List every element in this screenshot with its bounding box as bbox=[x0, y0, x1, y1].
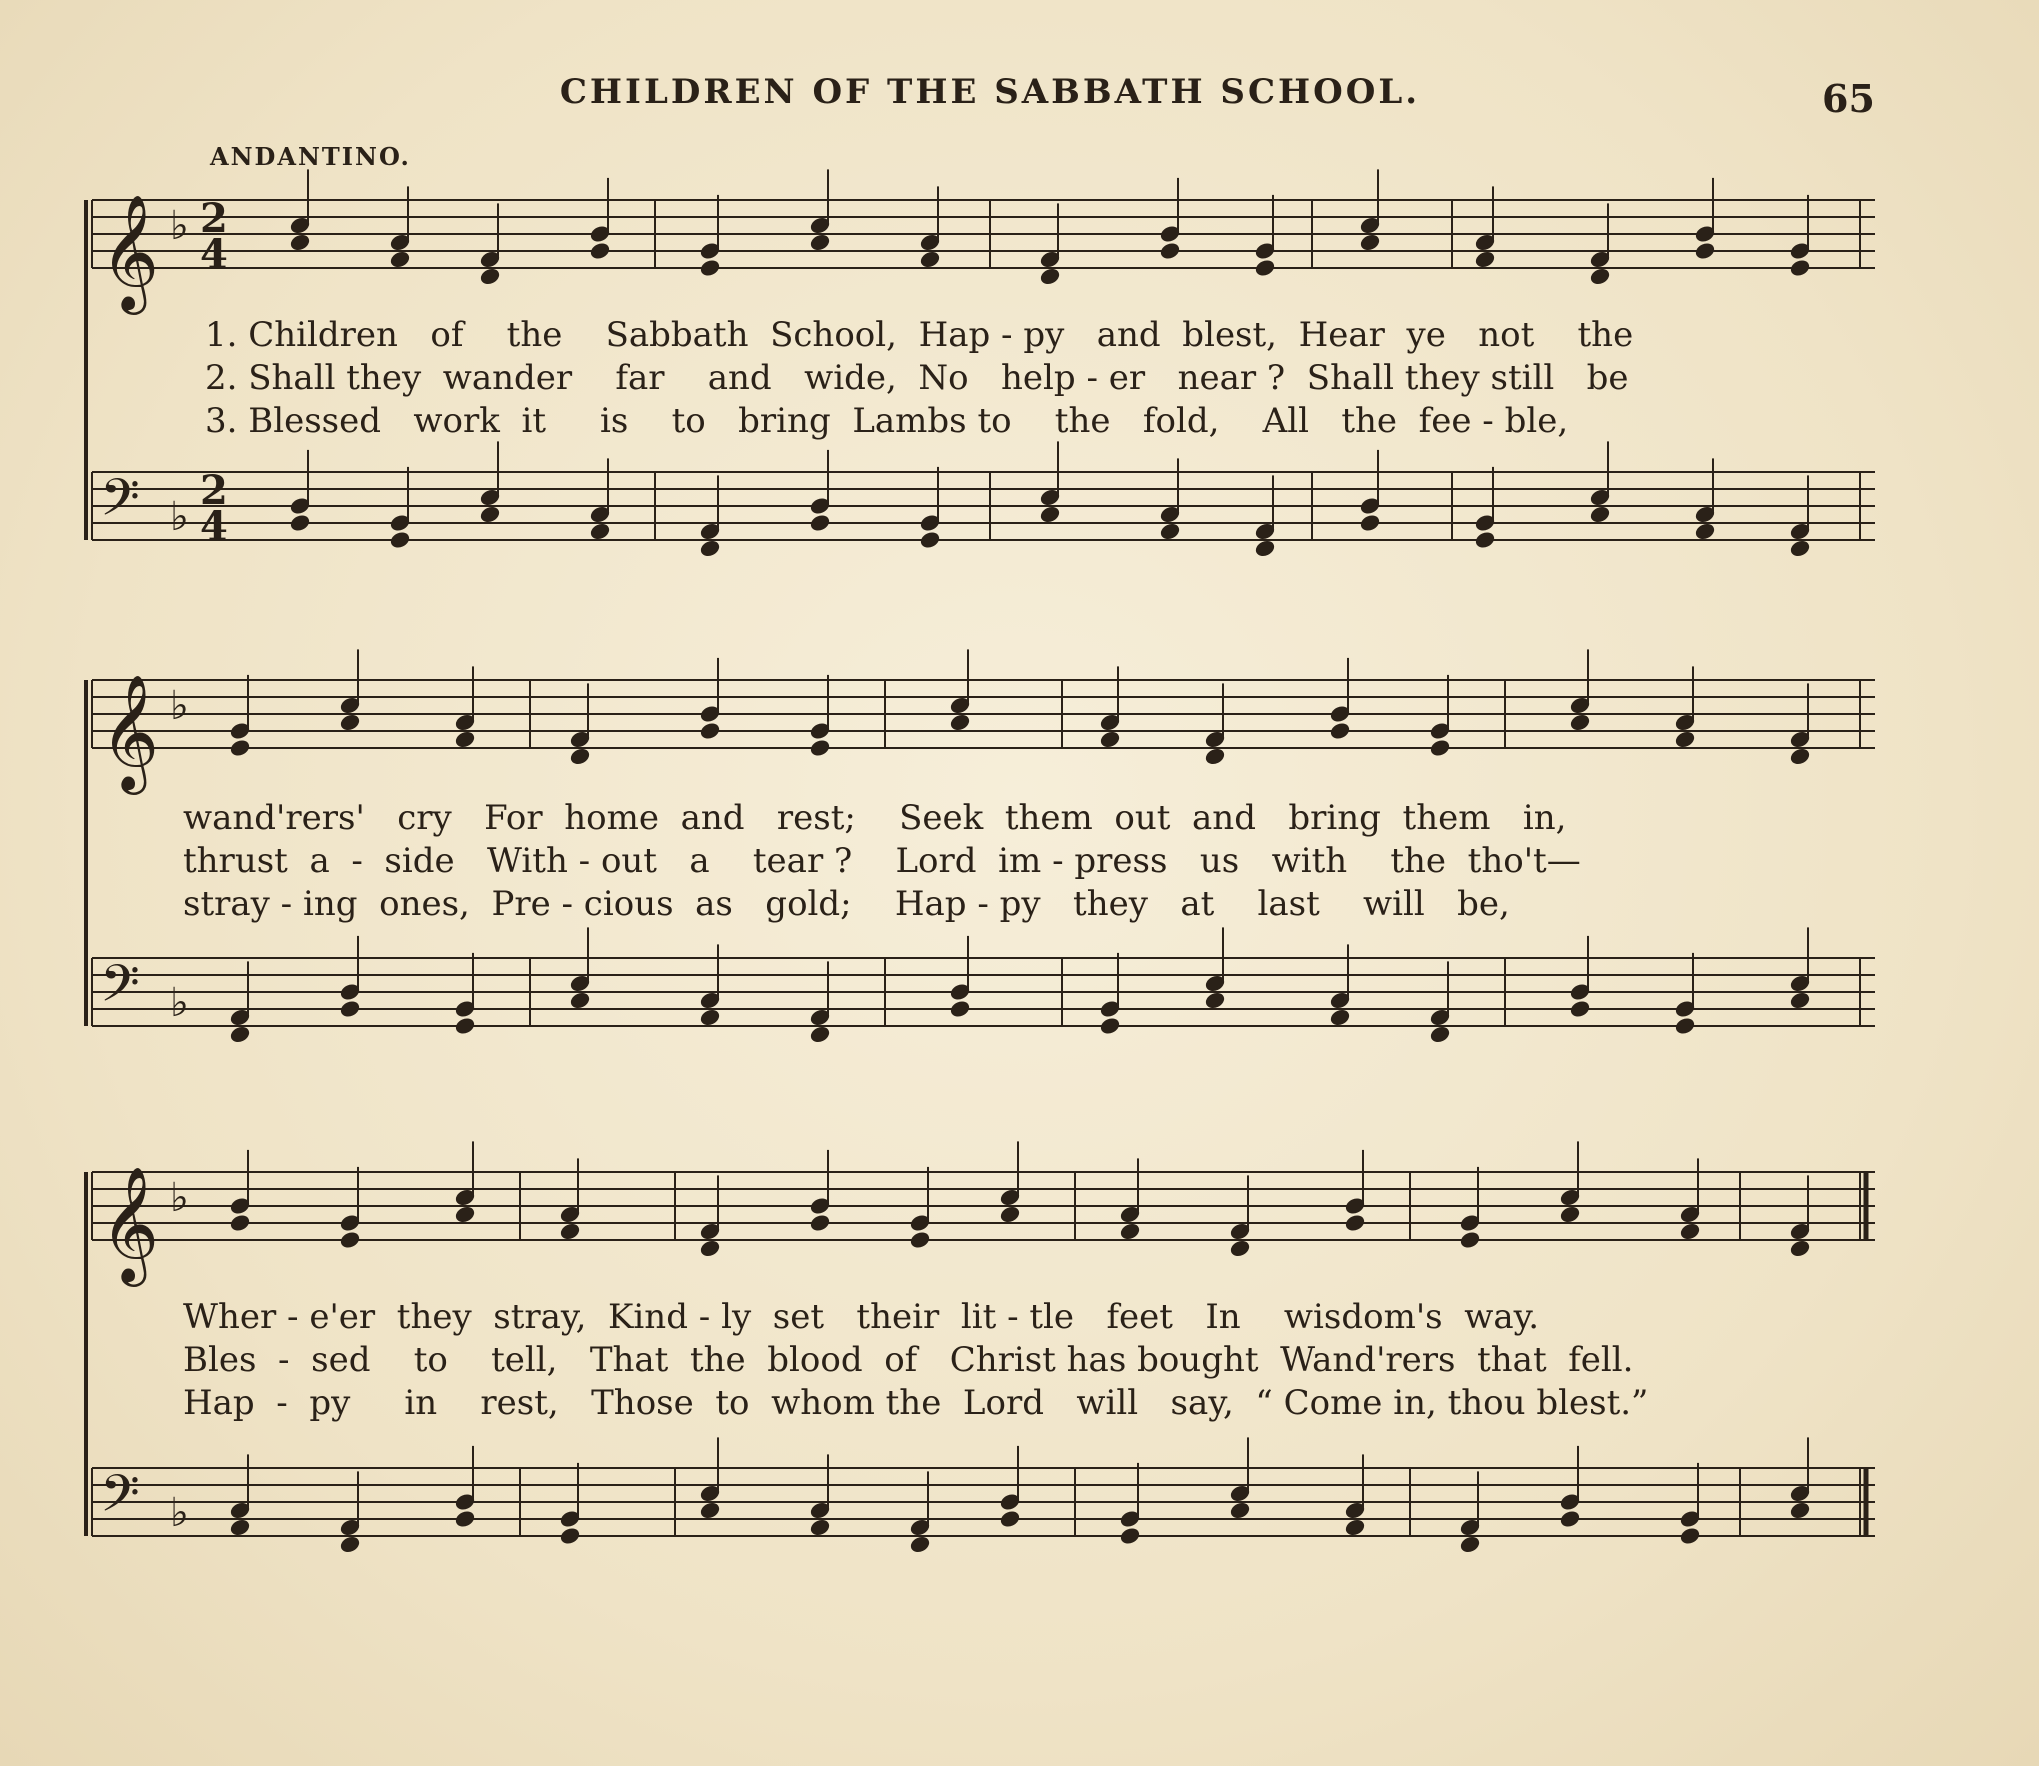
system-2-note-head bbox=[1789, 991, 1811, 1010]
system-3-note-head bbox=[229, 1518, 251, 1537]
system-1-note-head bbox=[1694, 522, 1716, 541]
system-2-note-head bbox=[809, 738, 831, 757]
system-3-treble-clef-icon: 𝄞 bbox=[100, 1165, 160, 1282]
system-1-note-head bbox=[1254, 539, 1276, 558]
system-2-note-head bbox=[569, 747, 591, 766]
system-3-note-head bbox=[1344, 1518, 1366, 1537]
system-3-note-head bbox=[559, 1222, 581, 1241]
system-2-note-head bbox=[699, 1008, 721, 1027]
system-2-note-head bbox=[339, 713, 361, 732]
lyric-verse-2-line-1: 2. Shall they wander far and wide, No help - er near ? Shall they still be bbox=[205, 358, 1629, 398]
system-3-note-head bbox=[1229, 1239, 1251, 1258]
system-2-note-head bbox=[1204, 747, 1226, 766]
system-2-note-head bbox=[1329, 1008, 1351, 1027]
system-1-note-head bbox=[589, 522, 611, 541]
system-3-bass-clef-icon: 𝄢 bbox=[100, 1463, 140, 1536]
system-1-note-head bbox=[1589, 267, 1611, 286]
system-2-note-head bbox=[454, 1016, 476, 1035]
system-2-note-head bbox=[949, 713, 971, 732]
system-3-note-head bbox=[559, 1526, 581, 1545]
system-1-note-head bbox=[289, 513, 311, 532]
system-3-note-head bbox=[339, 1230, 361, 1249]
system-3-key-flat-icon: ♭ bbox=[170, 1489, 189, 1536]
system-2-note-head bbox=[809, 1025, 831, 1044]
system-3-note-head bbox=[454, 1509, 476, 1528]
lyric-verse-2-line-2: thrust a - side With - out a tear ? Lord im - press us with the tho't— bbox=[183, 841, 1581, 881]
system-1-note-head bbox=[809, 513, 831, 532]
system-1-treble-clef-icon: 𝄞 bbox=[100, 193, 160, 310]
time-signature-top: 2 bbox=[200, 467, 228, 514]
system-3-note-head bbox=[454, 1205, 476, 1224]
system-2-note-head bbox=[1329, 721, 1351, 740]
system-2-treble-clef-icon: 𝄞 bbox=[100, 673, 160, 790]
lyric-verse-1-line-2: wand'rers' cry For home and rest; Seek them out and bring them in, bbox=[183, 798, 1567, 838]
system-3-note-head bbox=[809, 1518, 831, 1537]
lyric-verse-1-line-3: Wher - e'er they stray, Kind - ly set their lit - tle feet In wisdom's way. bbox=[183, 1297, 1540, 1337]
system-3-note-head bbox=[339, 1535, 361, 1554]
system-3-note-head bbox=[909, 1535, 931, 1554]
system-3-note-head bbox=[1789, 1239, 1811, 1258]
system-1-bass-clef-icon: 𝄢 bbox=[100, 467, 140, 540]
system-3-note-head bbox=[1679, 1222, 1701, 1241]
system-3-note-head bbox=[999, 1509, 1021, 1528]
system-2-key-flat-icon: ♭ bbox=[170, 979, 189, 1026]
system-3-note-head bbox=[699, 1501, 721, 1520]
lyric-verse-1-line-1: 1. Children of the Sabbath School, Hap - py and blest, Hear ye not the bbox=[205, 315, 1634, 355]
system-1-note-head bbox=[1589, 505, 1611, 524]
system-2-note-head bbox=[699, 721, 721, 740]
system-1-note-head bbox=[1359, 513, 1381, 532]
system-1-note-head bbox=[919, 250, 941, 269]
system-2-key-flat-icon: ♭ bbox=[170, 683, 189, 730]
system-2-note-head bbox=[339, 999, 361, 1018]
system-2-note-head bbox=[1204, 991, 1226, 1010]
time-signature-bottom: 4 bbox=[200, 503, 228, 550]
system-1-note-head bbox=[1159, 522, 1181, 541]
page-number: 65 bbox=[1822, 76, 1875, 121]
system-1-note-head bbox=[289, 233, 311, 252]
system-1-note-head bbox=[1474, 530, 1496, 549]
system-3-note-head bbox=[229, 1213, 251, 1232]
system-3-note-head bbox=[1459, 1230, 1481, 1249]
system-1-note-head bbox=[1694, 241, 1716, 260]
system-1-note-head bbox=[1789, 258, 1811, 277]
system-1-note-head bbox=[919, 530, 941, 549]
system-2-note-head bbox=[1789, 747, 1811, 766]
system-3-key-flat-icon: ♭ bbox=[170, 1175, 189, 1222]
time-signature-bottom: 4 bbox=[200, 231, 228, 278]
system-1-note-head bbox=[1159, 241, 1181, 260]
system-3-note-head bbox=[999, 1205, 1021, 1224]
system-2-note-head bbox=[1429, 1025, 1451, 1044]
lyric-verse-3-line-3: Hap - py in rest, Those to whom the Lord will say, “ Come in, thou blest.” bbox=[183, 1383, 1649, 1423]
system-1-key-flat-icon: ♭ bbox=[170, 203, 189, 250]
system-3-note-head bbox=[1119, 1222, 1141, 1241]
system-1-note-head bbox=[699, 539, 721, 558]
time-signature-top: 2 bbox=[200, 195, 228, 242]
system-1-note-head bbox=[589, 241, 611, 260]
system-2-note-head bbox=[454, 730, 476, 749]
system-1-note-head bbox=[1039, 505, 1061, 524]
system-3-note-head bbox=[1559, 1205, 1581, 1224]
system-1-note-head bbox=[479, 505, 501, 524]
system-1-note-head bbox=[389, 530, 411, 549]
system-2-note-head bbox=[229, 738, 251, 757]
system-3-note-head bbox=[1559, 1509, 1581, 1528]
system-2-note-head bbox=[1674, 730, 1696, 749]
system-3-note-head bbox=[1679, 1526, 1701, 1545]
system-3-note-head bbox=[1119, 1526, 1141, 1545]
system-2-note-head bbox=[229, 1025, 251, 1044]
system-2-note-head bbox=[1099, 1016, 1121, 1035]
system-2-note-head bbox=[1099, 730, 1121, 749]
system-2-note-head bbox=[1569, 713, 1591, 732]
system-1-key-flat-icon: ♭ bbox=[170, 493, 189, 540]
system-3-note-head bbox=[1229, 1501, 1251, 1520]
system-1-note-head bbox=[1039, 267, 1061, 286]
system-1-note-head bbox=[1789, 539, 1811, 558]
system-2-note-head bbox=[949, 999, 971, 1018]
system-3-note-head bbox=[1789, 1501, 1811, 1520]
system-1-note-head bbox=[1359, 233, 1381, 252]
system-3-note-head bbox=[1344, 1213, 1366, 1232]
system-3-note-head bbox=[809, 1213, 831, 1232]
system-2-note-head bbox=[1674, 1016, 1696, 1035]
system-1-note-head bbox=[699, 258, 721, 277]
system-3-note-head bbox=[1459, 1535, 1481, 1554]
system-3-note-head bbox=[699, 1239, 721, 1258]
system-1-note-head bbox=[389, 250, 411, 269]
lyric-verse-2-line-3: Bles - sed to tell, That the blood of Christ has bought Wand'rers that fell. bbox=[183, 1340, 1634, 1380]
system-1-note-head bbox=[479, 267, 501, 286]
system-2-bass-clef-icon: 𝄢 bbox=[100, 953, 140, 1026]
page-title: CHILDREN OF THE SABBATH SCHOOL. bbox=[559, 72, 1421, 112]
lyric-verse-3-line-1: 3. Blessed work it is to bring Lambs to the fold, All the fee - ble, bbox=[205, 401, 1569, 441]
system-2-note-head bbox=[569, 991, 591, 1010]
lyric-verse-3-line-2: stray - ing ones, Pre - cious as gold; Hap - py they at last will be, bbox=[183, 884, 1510, 924]
system-2-note-head bbox=[1429, 738, 1451, 757]
system-1-note-head bbox=[1474, 250, 1496, 269]
system-2-note-head bbox=[1569, 999, 1591, 1018]
tempo-marking: ANDANTINO. bbox=[210, 142, 411, 171]
system-1-note-head bbox=[1254, 258, 1276, 277]
system-1-note-head bbox=[809, 233, 831, 252]
system-3-note-head bbox=[909, 1230, 931, 1249]
